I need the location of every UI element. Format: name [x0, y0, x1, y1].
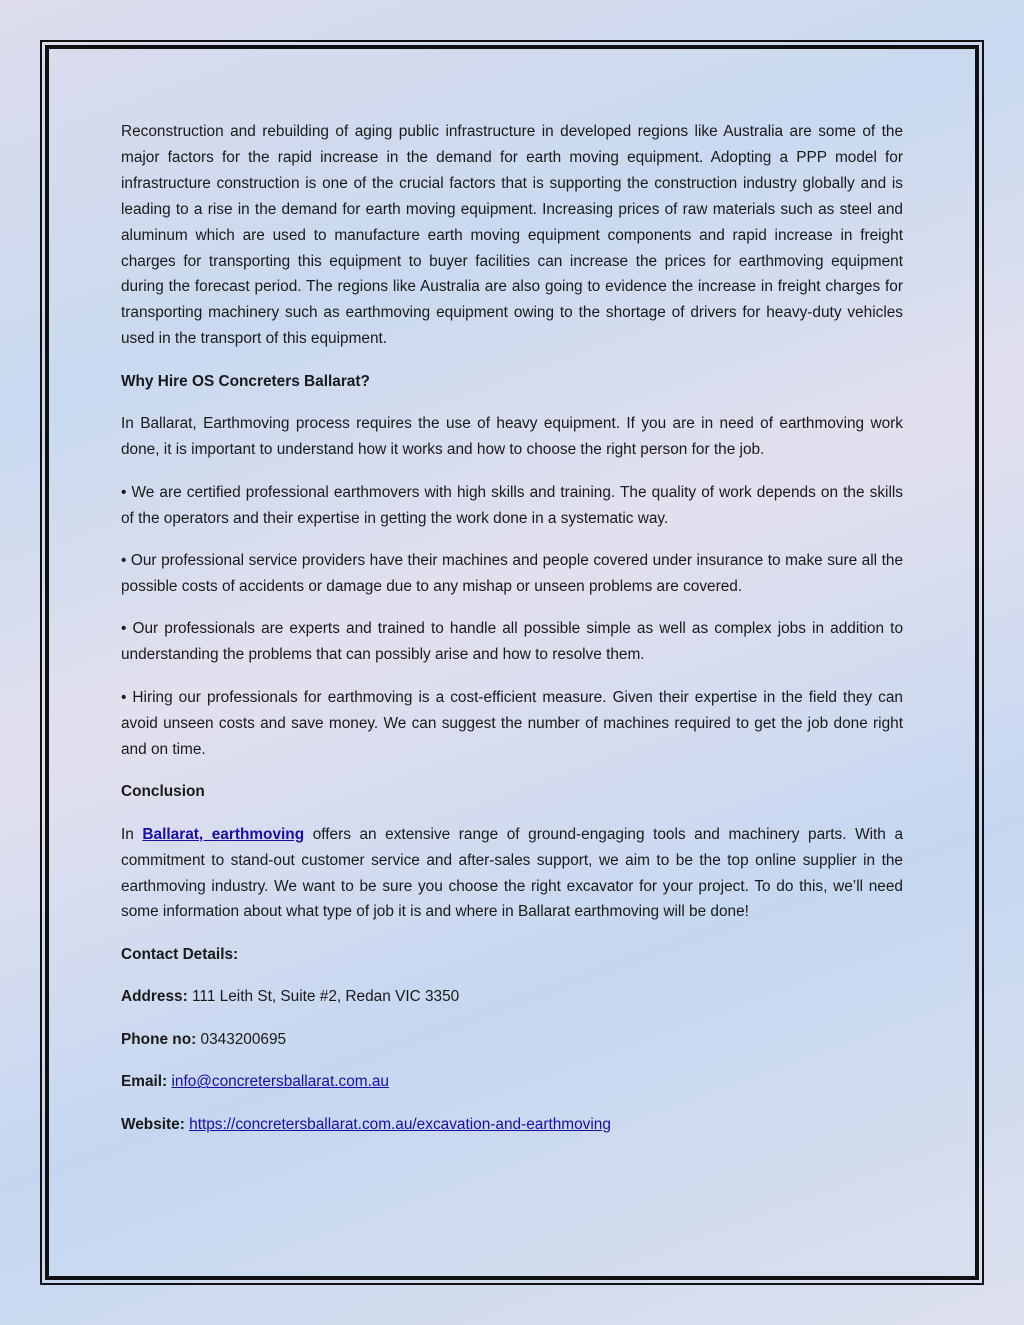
address-label: Address:	[121, 988, 188, 1006]
email-line	[121, 1069, 903, 1095]
intro-paragraph: Reconstruction and rebuilding of aging public infrastructure in developed regions like Australia are some of the major factors for the rapid increase in the demand for earth moving equipment. Adopting a PPP model for infrastructure construction is one of the crucial factors that is supporting the construction industry globally and is leading to a rise in the demand for earth moving equipment. Increasing prices of raw materials such as steel and aluminum which are used to manufacture earth moving equipment components and rapid increase in freight charges for transporting this equipment to buyer facilities can increase the prices for earthmoving equipment during the forecast period. The regions like Australia are also going to evidence the increase in freight charges for transporting machinery such as earthmoving equipment owing to the shortage of drivers for heavy-duty vehicles used in the transport of this equipment.	[121, 123, 903, 348]
conclusion-text: offers an extensive range of ground-engaging tools and machinery parts. With a commitment to stand-out customer service and after-sales support, we aim to be the top online supplier in the earthmoving industry. We want to be sure you choose the right excavator for your project. To do this, we’ll need some information about what type of job it is and where in Ballarat earthmoving will be done!	[121, 825, 904, 921]
website-line	[121, 1112, 903, 1138]
bullet-insurance: • Our professional service providers have their machines and people covered under insurance to make sure all the possible costs of accidents or damage due to any mishap or unseen problems are covered.	[121, 552, 903, 595]
why-hire-heading: Why Hire OS Concreters Ballarat?	[121, 372, 370, 390]
conclusion-prefix: In	[121, 825, 143, 843]
phone-value: 0343200695	[196, 1030, 287, 1048]
why-hire-intro: In Ballarat, Earthmoving process requires the use of heavy equipment. If you are in need of earthmoving work done, it is important to understand how it works and how to choose the right person for the job.	[121, 415, 903, 459]
website-link[interactable]: https://concretersballarat.com.au/excavation-and-earthmoving	[189, 1115, 611, 1133]
contact-heading: Contact Details:	[121, 945, 239, 963]
address-value: 111 Leith St, Suite #2, Redan VIC 3350	[187, 988, 460, 1006]
ballarat-earthmoving-link[interactable]: Ballarat, earthmoving	[142, 825, 305, 843]
conclusion-paragraph	[121, 822, 903, 926]
bullet-experts: • Our professionals are experts and trained to handle all possible simple as well as complex jobs in addition to understanding the problems that can possibly arise and how to resolve them.	[121, 620, 903, 664]
conclusion-heading: Conclusion	[121, 783, 205, 801]
bullet-certified: • We are certified professional earthmovers with high skills and training. The quality of work depends on the skills of the operators and their expertise in getting the work done in a systematic way.	[121, 483, 903, 527]
address-line	[121, 984, 903, 1010]
email-label: Email:	[121, 1073, 168, 1091]
email-link[interactable]: info@concretersballarat.com.au	[171, 1073, 389, 1091]
website-label: Website:	[121, 1115, 185, 1133]
document-body	[121, 119, 903, 1154]
phone-label: Phone no:	[121, 1030, 197, 1048]
phone-line	[121, 1027, 903, 1053]
bullet-cost-efficient: • Hiring our professionals for earthmoving is a cost-efficient measure. Given their expertise in the field they can avoid unseen costs and save money. We can suggest the number of machines required to get the job done right and on time.	[121, 688, 903, 758]
